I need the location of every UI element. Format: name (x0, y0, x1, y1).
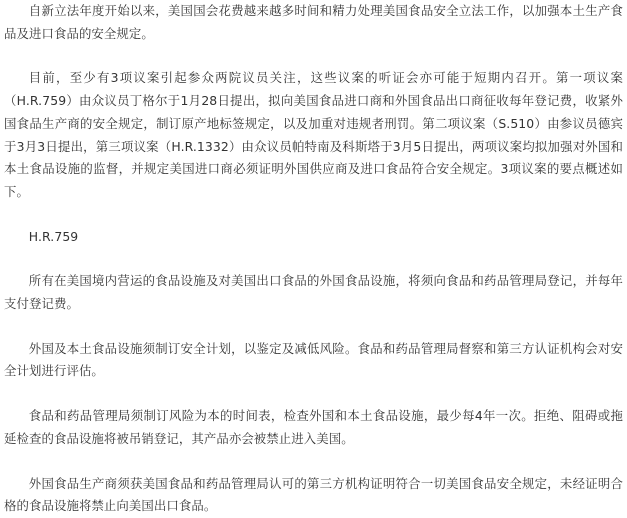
paragraph-certification: 外国食品生产商须获美国食品和药品管理局认可的第三方机构证明符合一切美国食品安全规定，未经证明合格的食品设施将禁止向美国出口食品。 (4, 475, 623, 514)
paragraph-gap (4, 451, 623, 473)
paragraph-gap (4, 45, 623, 67)
paragraph-registration: 所有在美国境内营运的食品设施及对美国出口食品的外国食品设施，将须向食品和药品管理局登记，并每年支付登记费。 (4, 273, 623, 312)
paragraph-gap (4, 248, 623, 270)
article-body (4, 0, 623, 518)
paragraph-safety-plan: 外国及本土食品设施须制订安全计划，以鉴定及减低风险。食品和药品管理局督察和第三方认证机构会对安全计划进行评估。 (4, 340, 623, 379)
paragraph-gap (4, 383, 623, 405)
paragraph-gap (4, 316, 623, 338)
section-heading-hr759: H.R.759 (28, 228, 79, 244)
paragraph-inspection: 食品和药品管理局须制订风险为本的时间表，检查外国和本土食品设施，最少每4年一次。拒绝、阻碍或拖延检查的食品设施将被吊销登记，其产品亦会被禁止进入美国。 (4, 408, 623, 446)
paragraph-bills-overview: 目前，至少有3项议案引起参众两院议员关注，这些议案的听证会亦可能于短期内召开。第一项议案（H.R.759）由众议员丁格尔于1月28日提出，拟向美国食品进口商和外国食品出口商征收每年登记费，收紧外国食品生产商的安全规定，制订原产地标签规定，以及加重对违规者刑罚。第二项议案（S.510）由参议员德宾于3月3日提出，第三项议案（H.R.1332）由众议员帕特南及科斯塔于3月5日提出，两项议案均拟加强对外国和本土食品设施的监督，并规定美国进口商必须证明外国供应商及进口食品符合安全规定。3项议案的要点概述如下。 (4, 70, 623, 199)
paragraph-gap (4, 204, 623, 226)
paragraph-intro: 自新立法年度开始以来，美国国会花费越来越多时间和精力处理美国食品安全立法工作，以加强本土生产食品及进口食品的安全规定。 (4, 3, 623, 41)
